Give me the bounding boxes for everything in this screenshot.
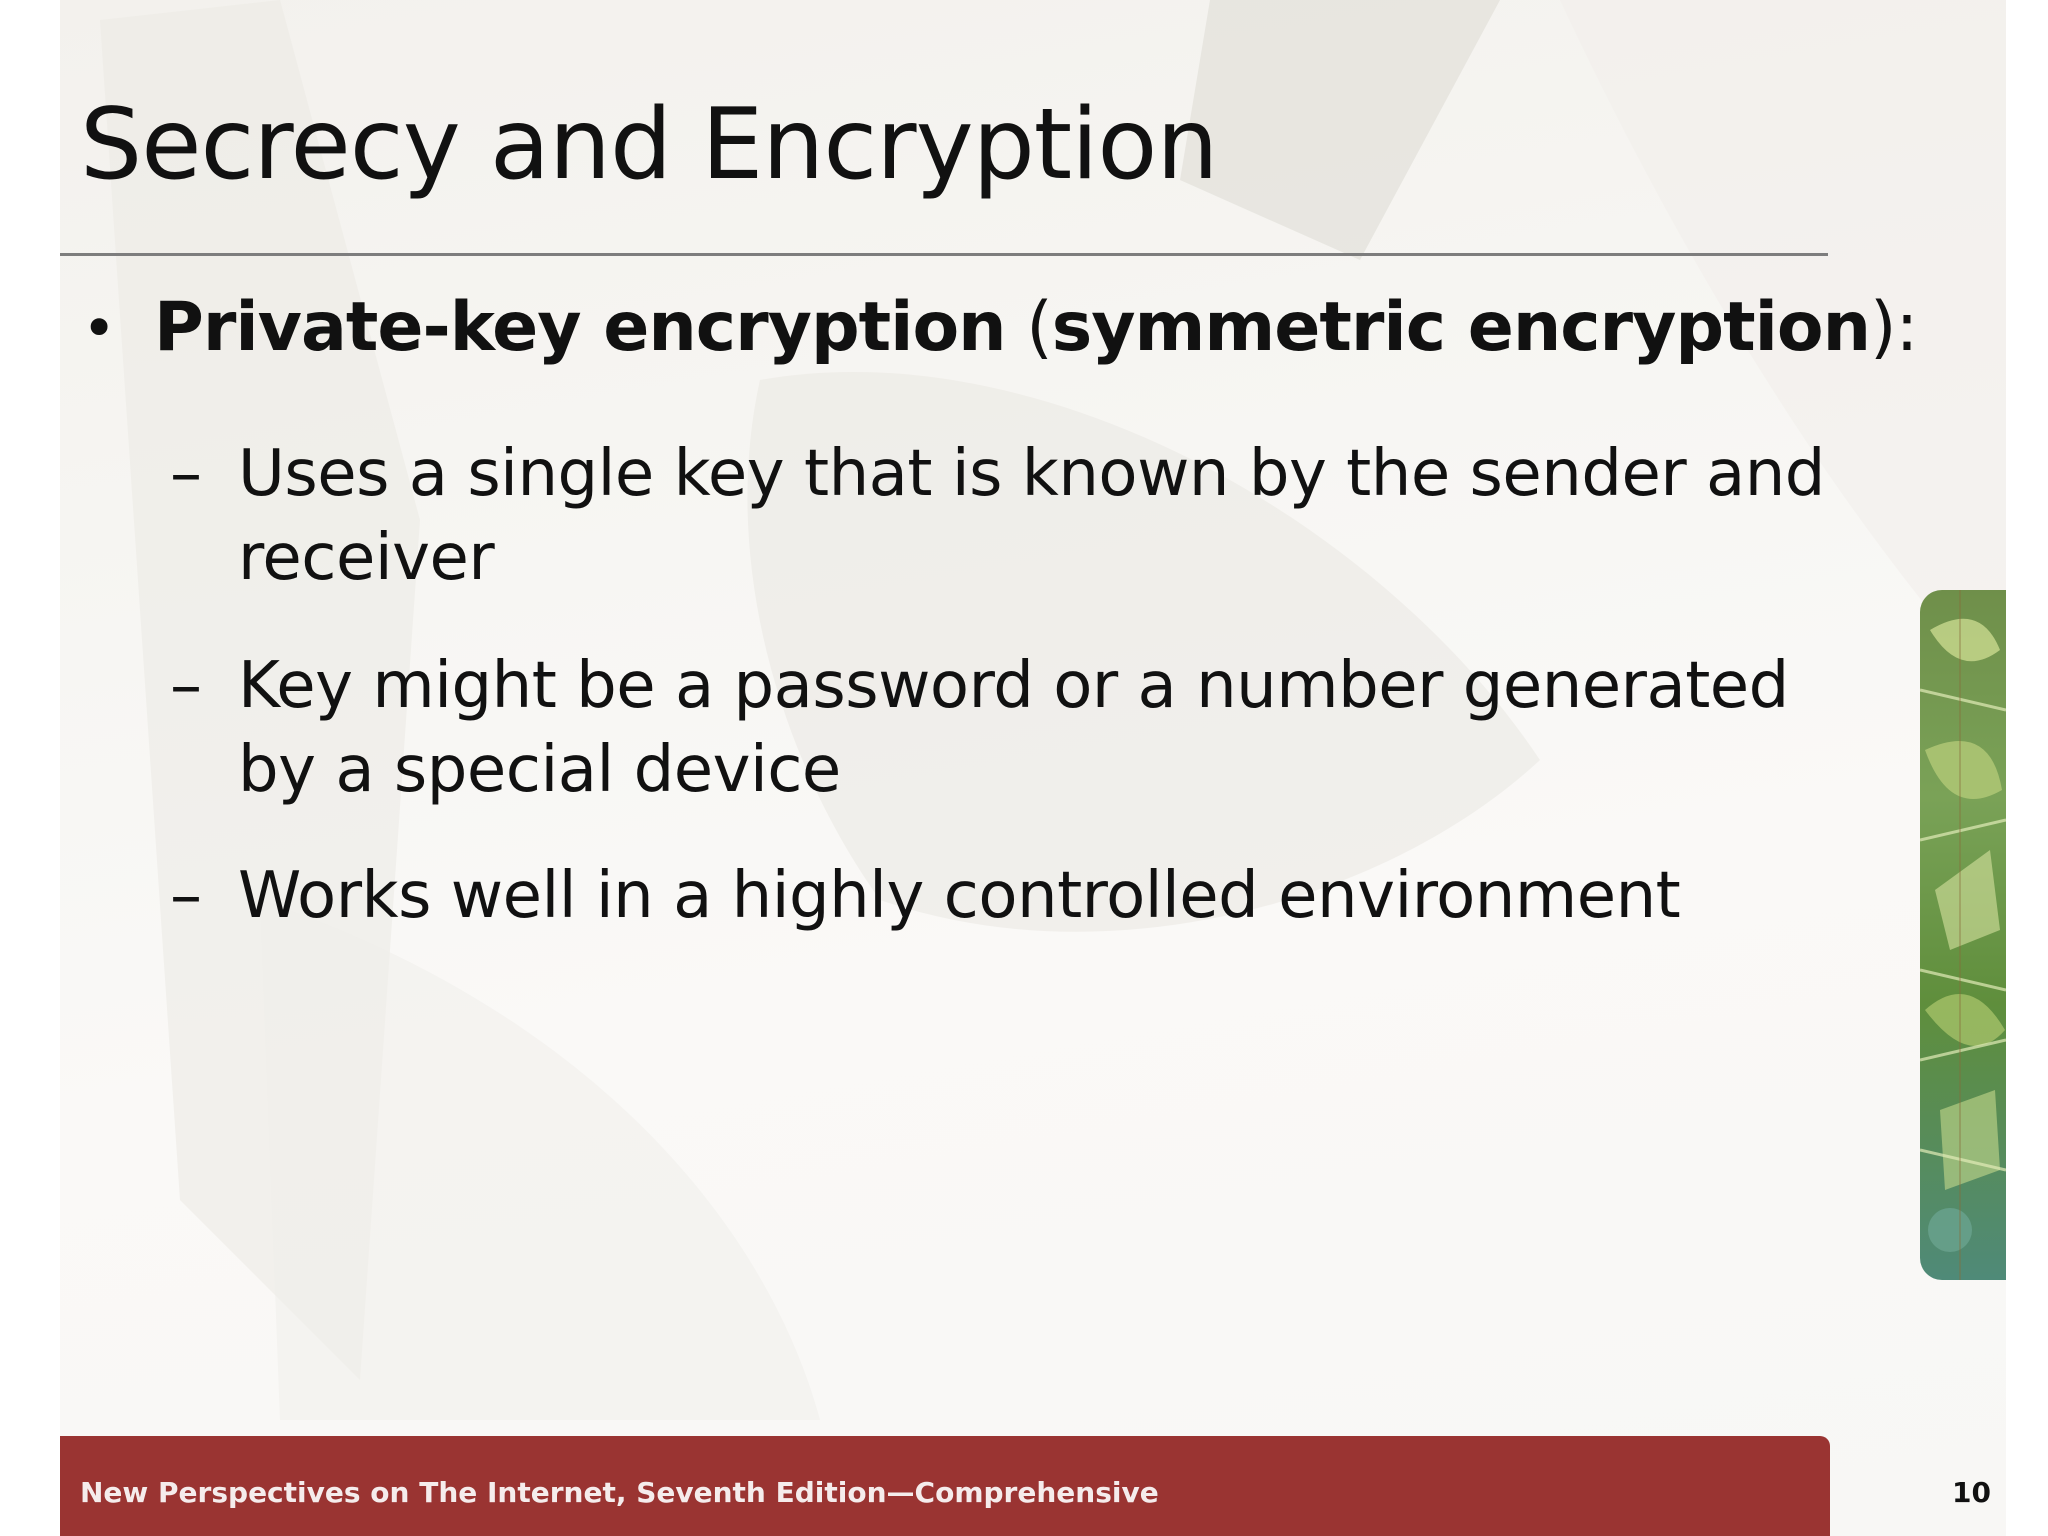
title-divider <box>60 253 1828 256</box>
sub-bullet <box>170 644 1870 814</box>
bullet-bold-term: Private-key encryption <box>154 288 1006 367</box>
right-margin <box>2006 0 2048 1536</box>
decorative-leaf-image <box>1920 590 2006 1280</box>
sub-bullet <box>170 432 1870 602</box>
bullet-marker: • <box>82 294 117 362</box>
slide-title: Secrecy and Encryption <box>80 88 1218 202</box>
footer-text: New Perspectives on The Internet, Seventh Edition—Comprehensive <box>80 1476 1159 1509</box>
sub-bullet-marker: – <box>170 437 202 511</box>
left-margin <box>0 0 60 1536</box>
bullet-bold-paren: symmetric encryption <box>1051 288 1871 367</box>
sub-bullet-marker: – <box>170 649 202 723</box>
sub-bullet-text: Key might be a password or a number generated by a special device <box>238 649 1789 807</box>
page-number: 10 <box>1952 1476 1991 1509</box>
sub-bullet-text: Works well in a highly controlled environment <box>238 859 1681 933</box>
sub-bullet-marker: – <box>170 859 202 933</box>
sub-bullet <box>170 854 1870 944</box>
bullet-text <box>154 286 1917 370</box>
bullet-paren-close: ): <box>1870 288 1918 367</box>
bullet-paren-open: ( <box>1005 288 1052 367</box>
sub-bullet-text: Uses a single key that is known by the sender and receiver <box>238 437 1825 595</box>
